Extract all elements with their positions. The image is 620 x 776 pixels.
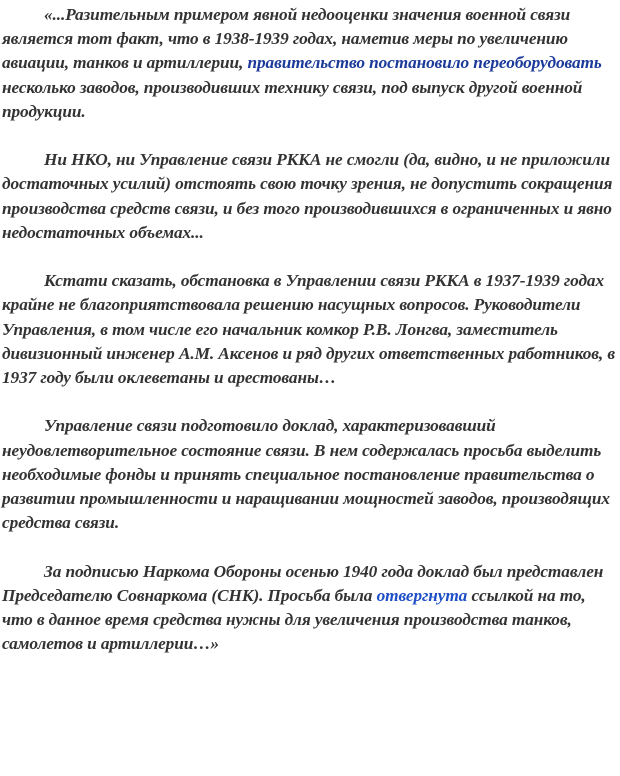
paragraph-1-text-a: «...Разительным примером явной недооценки значения военной связи является тот факт, что в 1938-1939 годах, наметив меры по увеличению авиации, танков и артиллерии, xyxy=(2,5,571,73)
quote-document xyxy=(2,3,618,656)
paragraph-1-text-b: несколько заводов, производивших технику связи, под выпуск другой военной продукции. xyxy=(2,77,583,121)
paragraph-5-text-b: ссылкой на то, что в данное время средства нужны для увеличения производства танков, самолетов и артиллерии…» xyxy=(2,585,586,654)
paragraph-3 xyxy=(2,269,618,390)
paragraph-5 xyxy=(2,560,618,657)
paragraph-5-text-a: За подписью Наркома Обороны осенью 1940 года доклад был представлен Председателю Совнаркома (СНК). Просьба была xyxy=(2,561,604,605)
paragraph-2-text: Ни НКО, ни Управление связи РККА не смогли (да, видно, и не приложили достаточных усилий) отстоять свою точку зрения, не допустить сокращения производства средств связи, и без того производившихся в ограниченных и явно недостаточных объемах... xyxy=(2,150,613,242)
paragraph-4-text: Управление связи подготовило доклад, характеризовавший неудовлетворительное состояние связи. В нем содержалась просьба выделить необходимые фонды и принять специальное постановление правительства о развитии промышленности и наращивании мощностей заводов, производящих средства связи. xyxy=(2,416,610,533)
paragraph-2 xyxy=(2,148,618,245)
paragraph-1 xyxy=(2,3,618,124)
paragraph-3-text: Кстати сказать, обстановка в Управлении связи РККА в 1937-1939 годах крайне не благоприятствовала решению насущных вопросов. Руководители Управления, в том числе его начальник комкор Р.В. Лонгва, заместитель дивизионный инженер А.М. Аксенов и ряд других ответственных работников, в 1937 году были оклеветаны и арестованы… xyxy=(2,271,615,388)
highlighted-phrase-reequip[interactable]: правительство постановило переоборудовать xyxy=(247,53,602,73)
paragraph-4 xyxy=(2,414,618,535)
highlighted-word-rejected[interactable]: отвергнута xyxy=(376,585,468,605)
